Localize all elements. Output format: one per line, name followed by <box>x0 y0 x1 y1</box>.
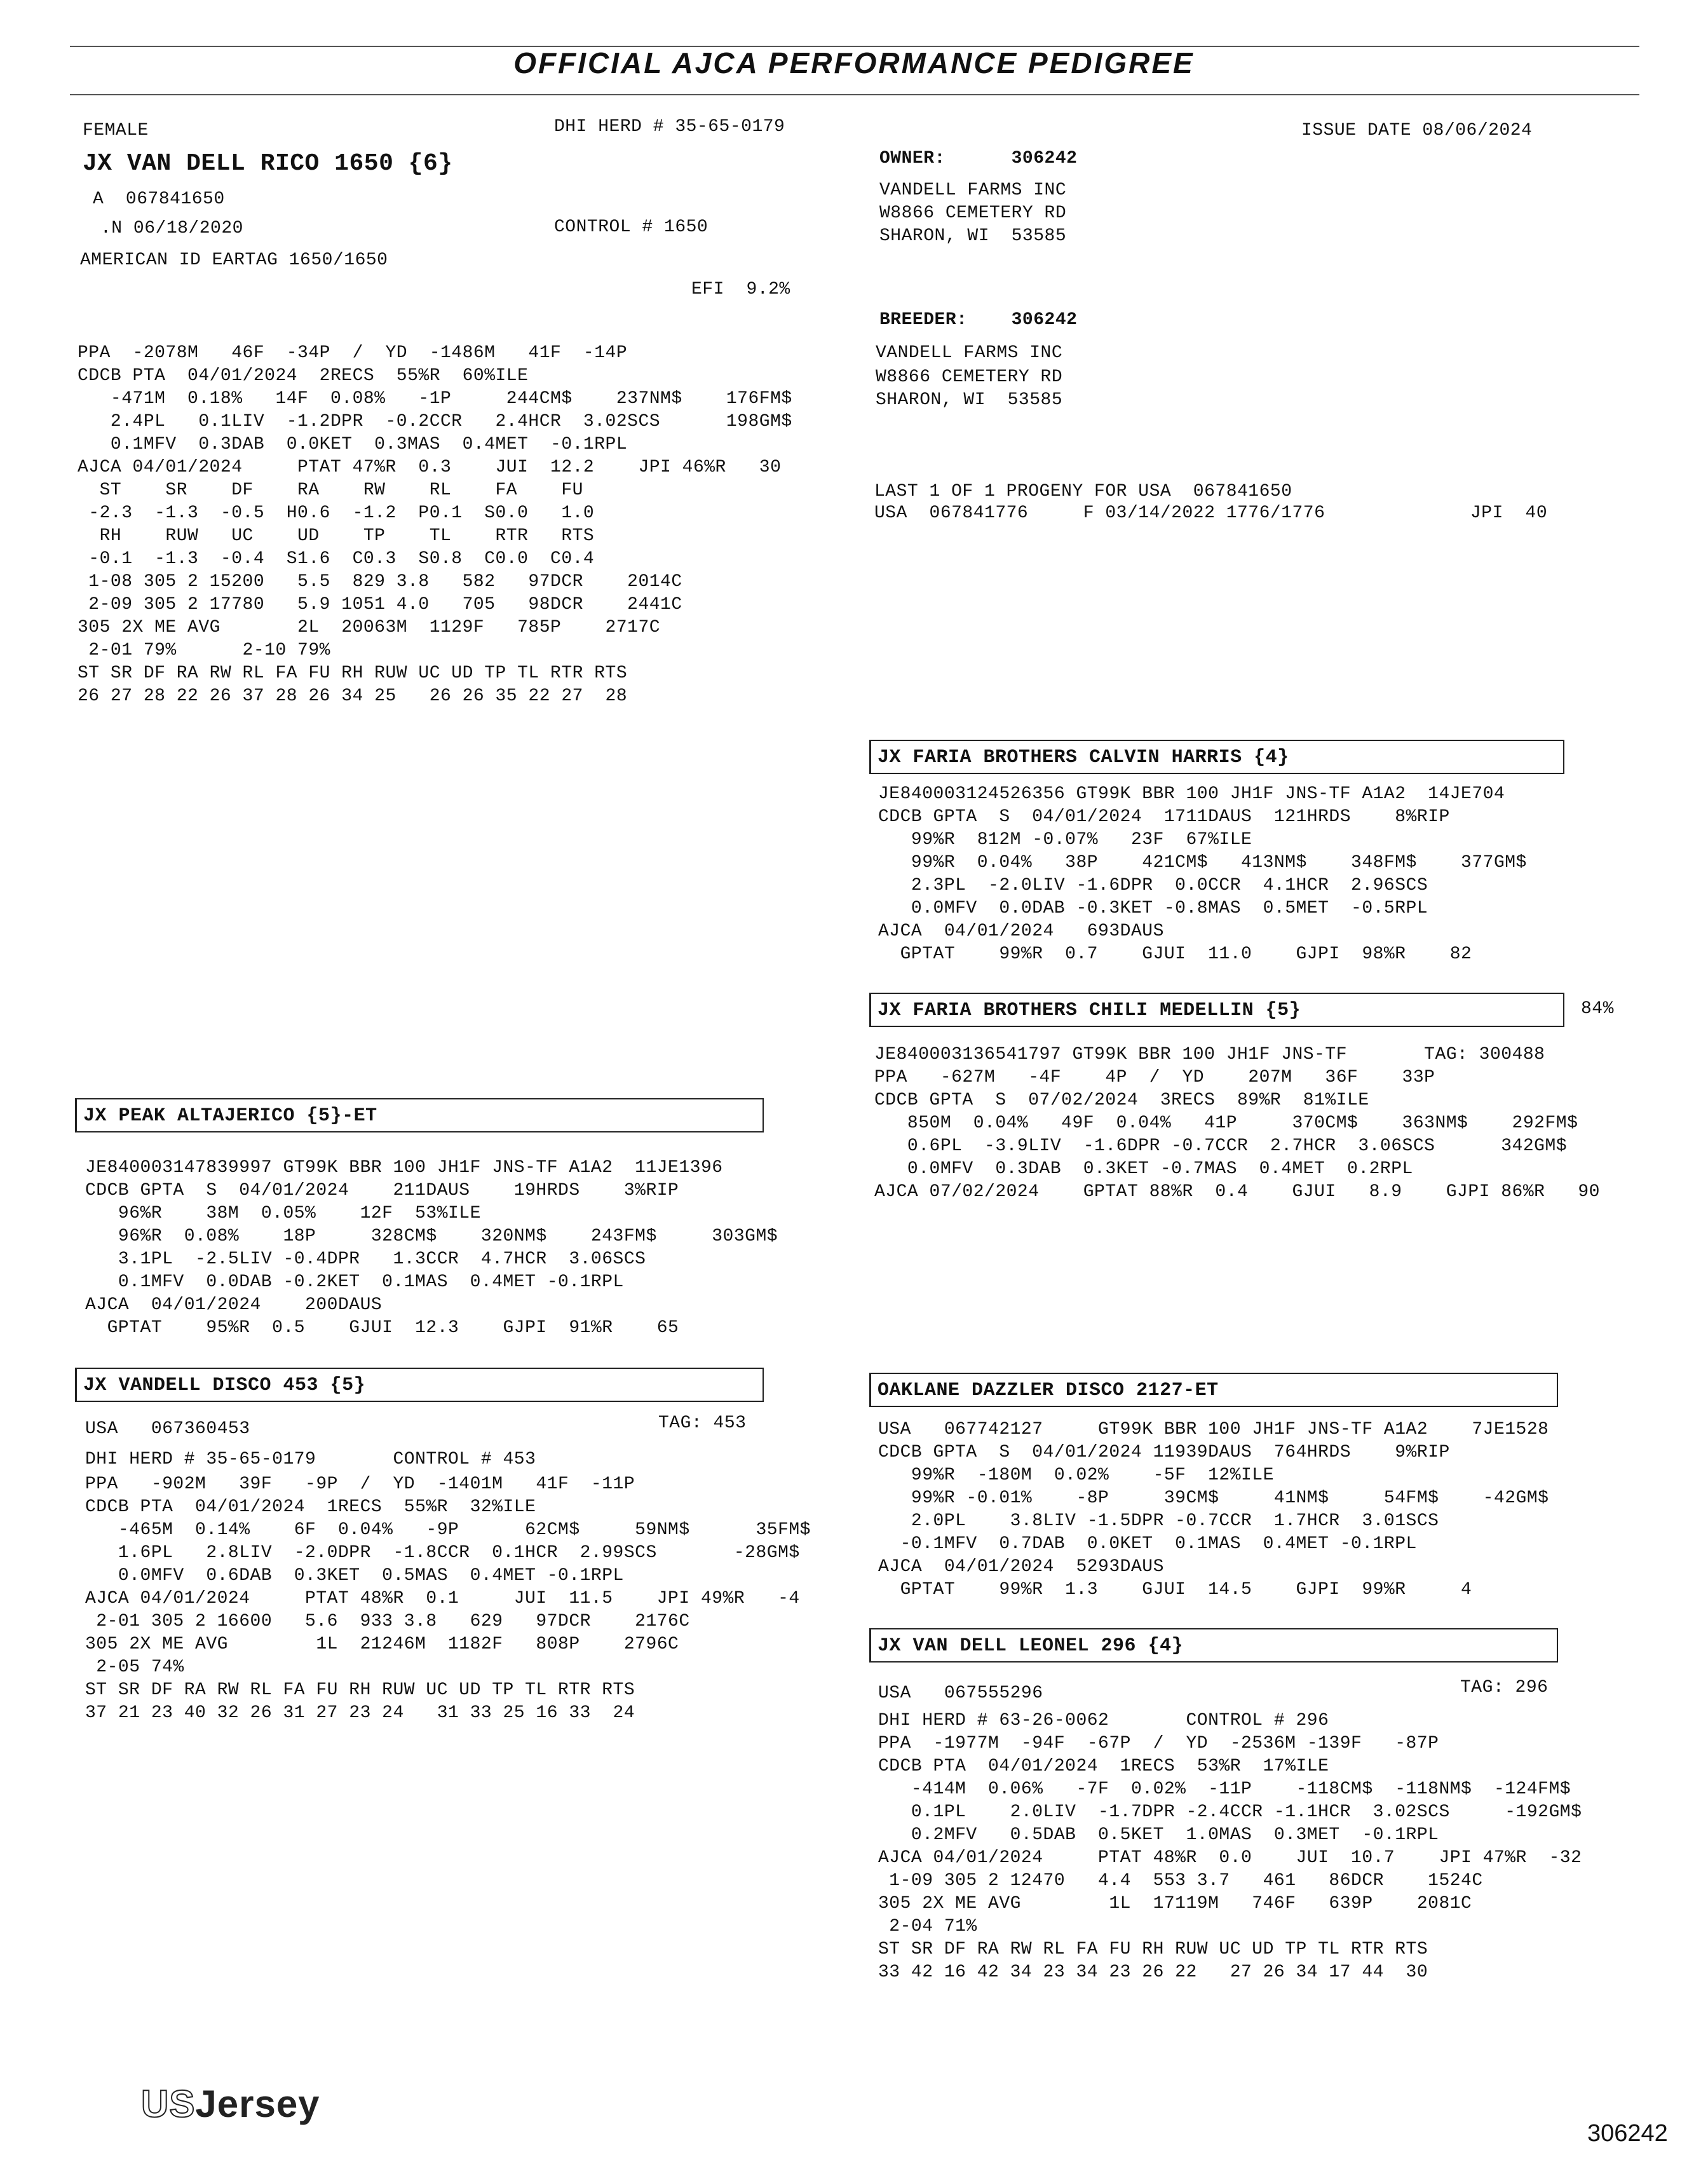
logo-jersey: Jersey <box>195 2083 320 2125</box>
sire-dam-line: 0.0MFV 0.3DAB 0.3KET -0.7MAS 0.4MET 0.2RPL <box>874 1159 1413 1179</box>
dam-dam-line: 0.1PL 2.0LIV -1.7DPR -2.4CCR -1.1HCR 3.02SCS -192GM$ <box>878 1802 1582 1822</box>
dam-line: PPA -902M 39F -9P / YD -1401M 41F -11P <box>85 1474 635 1494</box>
sire-line: 99%R 0.04% 38P 421CM$ 413NM$ 348FM$ 377GM$ <box>878 853 1527 873</box>
page-id: 306242 <box>1587 2120 1668 2147</box>
animal-efi: EFI 9.2% <box>691 280 790 299</box>
dam-dam-tag: TAG: 296 <box>1460 1678 1549 1697</box>
breeder-header: BREEDER: 306242 <box>879 310 1078 330</box>
owner-line: SHARON, WI 53585 <box>879 226 1067 246</box>
dam-name: JX VANDELL DISCO 453 {5} <box>83 1375 366 1396</box>
animal-line: AJCA 04/01/2024 PTAT 47%R 0.3 JUI 12.2 JPI 46%R 30 <box>78 458 782 477</box>
dam-details <box>85 1412 811 1725</box>
sire-dam-line: JE840003136541797 GT99K BBR 100 JH1F JNS-TF TAG: 300488 <box>874 1045 1545 1064</box>
dam-line: DHI HERD # 35-65-0179 CONTROL # 453 <box>85 1450 536 1469</box>
dam-line: 37 21 23 40 32 26 31 27 23 24 31 33 25 16 33 24 <box>85 1703 635 1723</box>
dam-dam-line: CDCB PTA 04/01/2024 1RECS 53%R 17%ILE <box>878 1757 1329 1776</box>
progeny-summary: LAST 1 OF 1 PROGENY FOR USA 067841650 <box>874 482 1292 501</box>
animal-line: 2.4PL 0.1LIV -1.2DPR -0.2CCR 2.4HCR 3.02SCS 198GM$ <box>78 412 792 432</box>
sire-dam-line: 0.6PL -3.9LIV -1.6DPR -0.7CCR 2.7HCR 3.06SCS 342GM$ <box>874 1136 1568 1156</box>
sire-dam-line: CDCB GPTA S 07/02/2024 3RECS 89%R 81%ILE <box>874 1091 1369 1110</box>
sire-line: JE840003124526356 GT99K BBR 100 JH1F JNS-TF A1A2 14JE704 <box>878 784 1505 804</box>
sire-line: 2.3PL -2.0LIV -1.6DPR 0.0CCR 4.1HCR 2.96SCS <box>878 876 1428 895</box>
dam-dam-sire-line: GPTAT 99%R 1.3 GJUI 14.5 GJPI 99%R 4 <box>878 1580 1472 1600</box>
page-title: OFFICIAL AJCA PERFORMANCE PEDIGREE <box>513 46 1195 79</box>
breeder-line: SHARON, WI 53585 <box>876 390 1063 410</box>
dam-dam-sire-line: 99%R -180M 0.02% -5F 12%ILE <box>878 1465 1274 1485</box>
dam-dam-line: 1-09 305 2 12470 4.4 553 3.7 461 86DCR 1524C <box>878 1871 1483 1891</box>
dam-dam-name: JX VAN DELL LEONEL 296 {4} <box>878 1635 1184 1657</box>
sire-dam-line: 850M 0.04% 49F 0.04% 41P 370CM$ 363NM$ 292FM$ <box>874 1113 1578 1133</box>
animal-line: -2.3 -1.3 -0.5 H0.6 -1.2 P0.1 S0.0 1.0 <box>78 503 595 523</box>
dam-dam-line: AJCA 04/01/2024 PTAT 48%R 0.0 JUI 10.7 JPI 47%R -32 <box>878 1848 1582 1868</box>
dam-sire-line: GPTAT 95%R 0.5 GJUI 12.3 GJPI 91%R 65 <box>85 1318 679 1338</box>
dam-line: USA 067360453 <box>85 1419 250 1439</box>
sire-dam-name-box <box>869 993 1564 1027</box>
dam-line: AJCA 04/01/2024 PTAT 48%R 0.1 JUI 11.5 JPI 49%R -4 <box>85 1589 800 1608</box>
progeny-jpi: JPI 40 <box>1470 503 1548 523</box>
animal-line: -0.1 -1.3 -0.4 S1.6 C0.3 S0.8 C0.0 C0.4 <box>78 549 595 569</box>
animal-control: CONTROL # 1650 <box>554 217 708 237</box>
dam-dam-line: PPA -1977M -94F -67P / YD -2536M -139F -87P <box>878 1734 1439 1753</box>
dam-sire-line: 0.1MFV 0.0DAB -0.2KET 0.1MAS 0.4MET -0.1RPL <box>85 1272 624 1292</box>
dam-line: 305 2X ME AVG 1L 21246M 1182F 808P 2796C <box>85 1635 679 1654</box>
sire-line: GPTAT 99%R 0.7 GJUI 11.0 GJPI 98%R 82 <box>878 944 1472 964</box>
animal-dhi-herd: DHI HERD # 35-65-0179 <box>554 117 785 137</box>
dam-sire-line: 3.1PL -2.5LIV -0.4DPR 1.3CCR 4.7HCR 3.06SCS <box>85 1249 646 1269</box>
dam-dam-sire-line: 2.0PL 3.8LIV -1.5DPR -0.7CCR 1.7HCR 3.01SCS <box>878 1511 1439 1531</box>
animal-evaluations <box>78 342 792 708</box>
owner-line: W8866 CEMETERY RD <box>879 203 1067 223</box>
dam-line: 2-01 305 2 16600 5.6 933 3.8 629 97DCR 2176C <box>85 1612 690 1631</box>
breeder-line: VANDELL FARMS INC <box>876 343 1063 363</box>
sire-dam-line: AJCA 07/02/2024 GPTAT 88%R 0.4 GJUI 8.9 GJPI 86%R 90 <box>874 1182 1600 1202</box>
breeder-line: W8866 CEMETERY RD <box>876 367 1063 387</box>
dam-dam-sire-line: CDCB GPTA S 04/01/2024 11939DAUS 764HRDS 9%RIP <box>878 1443 1450 1462</box>
dam-sire-line: 96%R 0.08% 18P 328CM$ 320NM$ 243FM$ 303GM$ <box>85 1227 778 1246</box>
dam-sire-line: AJCA 04/01/2024 200DAUS <box>85 1295 383 1315</box>
dam-dam-sire-name: OAKLANE DAZZLER DISCO 2127-ET <box>878 1380 1219 1401</box>
dam-dam-line: USA 067555296 <box>878 1683 1043 1703</box>
dam-dam-sire-line: 99%R -0.01% -8P 39CM$ 41NM$ 54FM$ -42GM$ <box>878 1488 1549 1508</box>
dam-line: ST SR DF RA RW RL FA FU RH RUW UC UD TP TL RTR RTS <box>85 1680 635 1700</box>
animal-line: 26 27 28 22 26 37 28 26 34 25 26 26 35 22 27 28 <box>78 686 628 706</box>
usjersey-logo <box>141 2082 320 2126</box>
animal-line: 2-01 79% 2-10 79% <box>78 641 330 660</box>
dam-dam-line: 33 42 16 42 34 23 34 23 26 22 27 26 34 17 44 30 <box>878 1962 1428 1982</box>
dam-dam-line: DHI HERD # 63-26-0062 CONTROL # 296 <box>878 1711 1329 1731</box>
animal-name: JX VAN DELL RICO 1650 {6} <box>83 150 453 177</box>
animal-reg: A 067841650 <box>93 189 225 209</box>
owner-line: VANDELL FARMS INC <box>879 180 1067 200</box>
dam-sire-details <box>85 1157 778 1340</box>
animal-line: CDCB PTA 04/01/2024 2RECS 55%R 60%ILE <box>78 366 529 386</box>
dam-line: CDCB PTA 04/01/2024 1RECS 55%R 32%ILE <box>85 1497 536 1517</box>
sire-name: JX FARIA BROTHERS CALVIN HARRIS {4} <box>878 747 1289 768</box>
animal-born: .N 06/18/2020 <box>100 219 243 238</box>
dam-dam-sire-line: -0.1MFV 0.7DAB 0.0KET 0.1MAS 0.4MET -0.1RPL <box>878 1534 1417 1554</box>
dam-name-box <box>75 1368 764 1402</box>
animal-line: ST SR DF RA RW RL FA FU <box>78 480 583 500</box>
dam-dam-sire-line: AJCA 04/01/2024 5293DAUS <box>878 1557 1164 1577</box>
sire-line: CDCB GPTA S 04/01/2024 1711DAUS 121HRDS 8%RIP <box>878 807 1450 827</box>
dam-line: 0.0MFV 0.6DAB 0.3KET 0.5MAS 0.4MET -0.1RPL <box>85 1566 624 1586</box>
dam-dam-name-box <box>869 1628 1558 1663</box>
sire-name-box <box>869 740 1564 774</box>
issue-date: ISSUE DATE 08/06/2024 <box>1301 121 1533 140</box>
dam-dam-line: 2-04 71% <box>878 1917 977 1936</box>
dam-tag: TAG: 453 <box>658 1413 747 1433</box>
dam-sire-line: CDCB GPTA S 04/01/2024 211DAUS 19HRDS 3%RIP <box>85 1181 679 1200</box>
sire-dam-pct: 84% <box>1581 999 1614 1019</box>
animal-line: 1-08 305 2 15200 5.5 829 3.8 582 97DCR 2014C <box>78 572 682 592</box>
dam-sire-name-box <box>75 1098 764 1132</box>
dam-dam-sire-line: USA 067742127 GT99K BBR 100 JH1F JNS-TF A1A2 7JE1528 <box>878 1420 1549 1439</box>
progeny-record: USA 067841776 F 03/14/2022 1776/1776 <box>874 503 1325 523</box>
animal-id: AMERICAN ID EARTAG 1650/1650 <box>80 250 388 270</box>
dam-dam-sire-name-box <box>869 1373 1558 1407</box>
dam-line: 2-05 74% <box>85 1657 184 1677</box>
dam-sire-line: 96%R 38M 0.05% 12F 53%ILE <box>85 1204 481 1223</box>
animal-line: -471M 0.18% 14F 0.08% -1P 244CM$ 237NM$ 176FM$ <box>78 389 792 409</box>
animal-line: RH RUW UC UD TP TL RTR RTS <box>78 526 595 546</box>
sire-line: 0.0MFV 0.0DAB -0.3KET -0.8MAS 0.5MET -0.5RPL <box>878 899 1428 918</box>
dam-sire-name: JX PEAK ALTAJERICO {5}-ET <box>83 1105 377 1127</box>
dam-dam-sire-details <box>878 1418 1549 1601</box>
animal-line: 305 2X ME AVG 2L 20063M 1129F 785P 2717C <box>78 618 661 637</box>
dam-dam-line: 0.2MFV 0.5DAB 0.5KET 1.0MAS 0.3MET -0.1RPL <box>878 1825 1439 1845</box>
sire-dam-name: JX FARIA BROTHERS CHILI MEDELLIN {5} <box>878 1000 1301 1021</box>
dam-dam-line: 305 2X ME AVG 1L 17119M 746F 639P 2081C <box>878 1894 1472 1914</box>
dam-line: -465M 0.14% 6F 0.04% -9P 62CM$ 59NM$ 35FM$ <box>85 1520 811 1540</box>
animal-line: 2-09 305 2 17780 5.9 1051 4.0 705 98DCR 2441C <box>78 595 682 615</box>
owner-header: OWNER: 306242 <box>879 149 1078 168</box>
animal-line: PPA -2078M 46F -34P / YD -1486M 41F -14P <box>78 343 628 363</box>
dam-dam-line: -414M 0.06% -7F 0.02% -11P -118CM$ -118NM$ -124FM$ <box>878 1779 1571 1799</box>
dam-dam-details <box>878 1678 1582 1984</box>
sire-line: 99%R 812M -0.07% 23F 67%ILE <box>878 830 1252 850</box>
sire-dam-line: PPA -627M -4F 4P / YD 207M 36F 33P <box>874 1068 1435 1087</box>
sire-details <box>878 783 1527 966</box>
sire-dam-details <box>874 1044 1600 1204</box>
animal-sex: FEMALE <box>83 121 149 140</box>
dam-sire-line: JE840003147839997 GT99K BBR 100 JH1F JNS-TF A1A2 11JE1396 <box>85 1158 723 1178</box>
animal-line: 0.1MFV 0.3DAB 0.0KET 0.3MAS 0.4MET -0.1RPL <box>78 435 628 454</box>
logo-us: US <box>141 2083 196 2125</box>
dam-line: 1.6PL 2.8LIV -2.0DPR -1.8CCR 0.1HCR 2.99SCS -28GM$ <box>85 1543 800 1563</box>
title-rule <box>70 94 1639 95</box>
dam-dam-line: ST SR DF RA RW RL FA FU RH RUW UC UD TP TL RTR RTS <box>878 1940 1428 1959</box>
animal-line: ST SR DF RA RW RL FA FU RH RUW UC UD TP TL RTR RTS <box>78 663 628 683</box>
sire-line: AJCA 04/01/2024 693DAUS <box>878 921 1164 941</box>
